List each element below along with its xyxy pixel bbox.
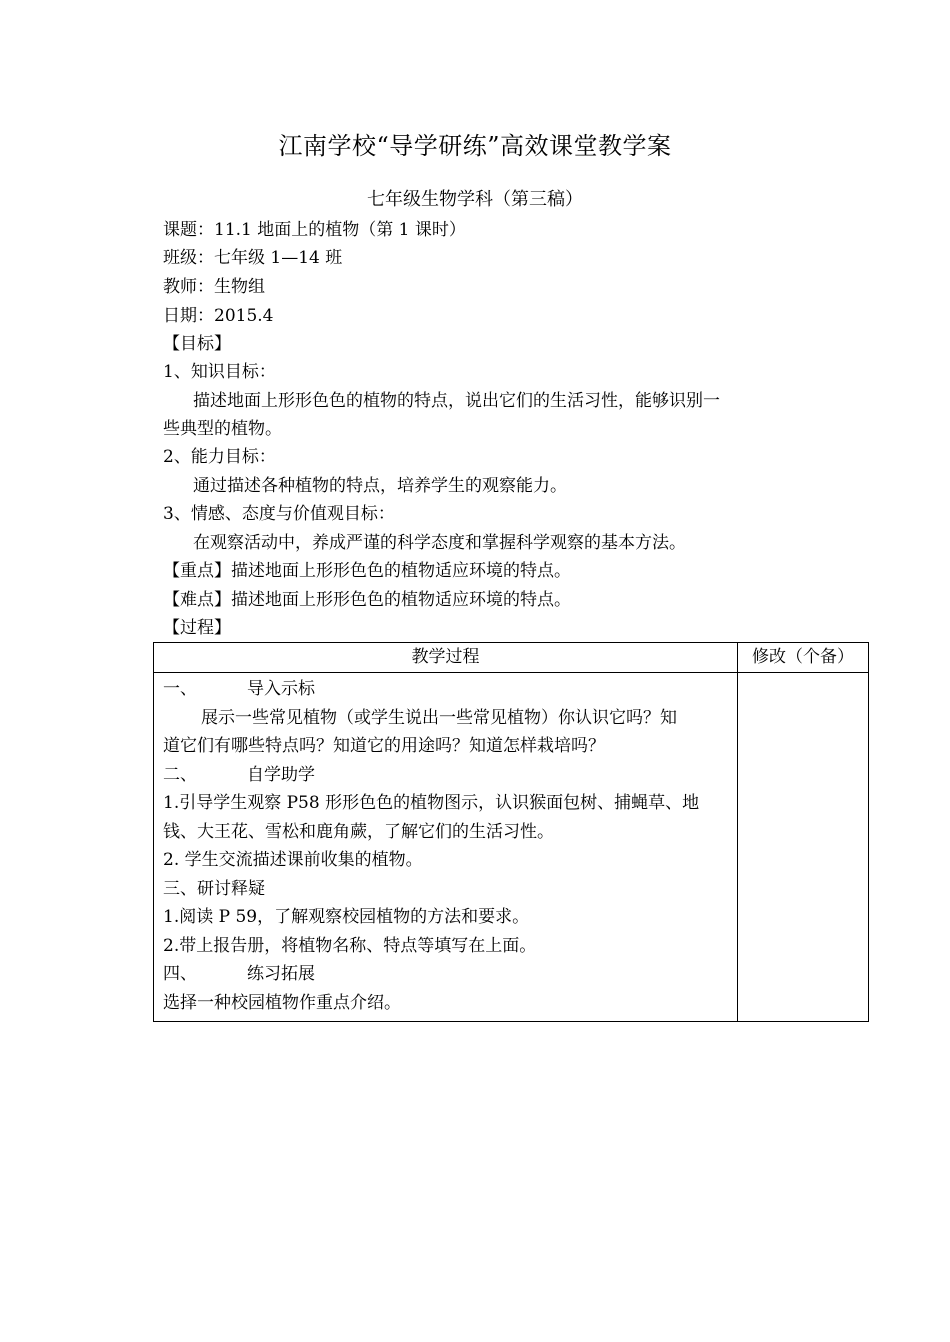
section-3-heading: 三、研讨释疑 xyxy=(163,878,265,899)
process-heading: 【过程】 xyxy=(163,618,231,638)
emotion-goal-title: 3、情感、态度与价值观目标： xyxy=(163,504,395,524)
ability-goal-text: 通过描述各种植物的特点，培养学生的观察能力。 xyxy=(193,476,567,496)
section-1-number: 一、 xyxy=(163,679,197,699)
difficult-point: 【难点】描述地面上形形色色的植物适应环境的特点。 xyxy=(163,590,571,610)
table-header-row xyxy=(154,643,869,673)
teaching-process-table xyxy=(153,642,869,1022)
date-line: 日期：2015.4 xyxy=(163,306,274,326)
key-point: 【重点】描述地面上形形色色的植物适应环境的特点。 xyxy=(163,561,571,581)
header-teaching-process: 教学过程 xyxy=(154,643,738,673)
header-revision: 修改（个备） xyxy=(738,643,869,673)
section-4-line1: 选择一种校园植物作重点介绍。 xyxy=(163,992,401,1013)
document-subtitle: 七年级生物学科（第三稿） xyxy=(367,189,583,210)
section-2-line1: 1.引导学生观察 P58 形形色色的植物图示，认识猴面包树、捕蝇草、地 xyxy=(163,793,700,813)
section-2-title: 自学助学 xyxy=(247,764,315,785)
table-body-row xyxy=(154,673,869,1022)
emotion-goal-text: 在观察活动中，养成严谨的科学态度和掌握科学观察的基本方法。 xyxy=(193,533,686,553)
knowledge-goal-line2: 些典型的植物。 xyxy=(163,419,282,439)
section-1-line1: 展示一些常见植物（或学生说出一些常见植物）你认识它吗？知 xyxy=(201,707,677,728)
goals-heading: 【目标】 xyxy=(163,334,231,354)
section-3-line2: 2.带上报告册，将植物名称、特点等填写在上面。 xyxy=(163,935,537,956)
knowledge-goal-title: 1、知识目标： xyxy=(163,362,276,382)
section-4-number: 四、 xyxy=(163,964,197,984)
section-1-title: 导入示标 xyxy=(247,679,315,699)
section-4-title: 练习拓展 xyxy=(247,964,315,984)
process-content-cell xyxy=(154,673,738,1022)
section-1-line2: 道它们有哪些特点吗？知道它的用途吗？知道怎样栽培吗？ xyxy=(163,736,605,756)
section-4-heading xyxy=(163,960,729,989)
topic-line: 课题：11.1 地面上的植物（第 1 课时） xyxy=(163,220,466,240)
section-3-line1: 1.阅读 P 59，了解观察校园植物的方法和要求。 xyxy=(163,907,530,927)
section-2-line3: 2. 学生交流描述课前收集的植物。 xyxy=(163,850,423,870)
knowledge-goal-line1: 描述地面上形形色色的植物的特点，说出它们的生活习性，能够识别一 xyxy=(193,391,720,411)
revision-cell xyxy=(738,673,869,1022)
ability-goal-title: 2、能力目标： xyxy=(163,447,276,467)
section-2-number: 二、 xyxy=(163,764,197,785)
teacher-line: 教师：生物组 xyxy=(163,277,265,297)
class-line: 班级：七年级 1—14 班 xyxy=(163,248,343,268)
section-2-line2: 钱、大王花、雪松和鹿角蕨，了解它们的生活习性。 xyxy=(163,821,554,842)
document-title: 江南学校“导学研练”高效课堂教学案 xyxy=(278,132,672,160)
section-1-heading xyxy=(163,675,729,704)
section-2-heading xyxy=(163,761,729,790)
